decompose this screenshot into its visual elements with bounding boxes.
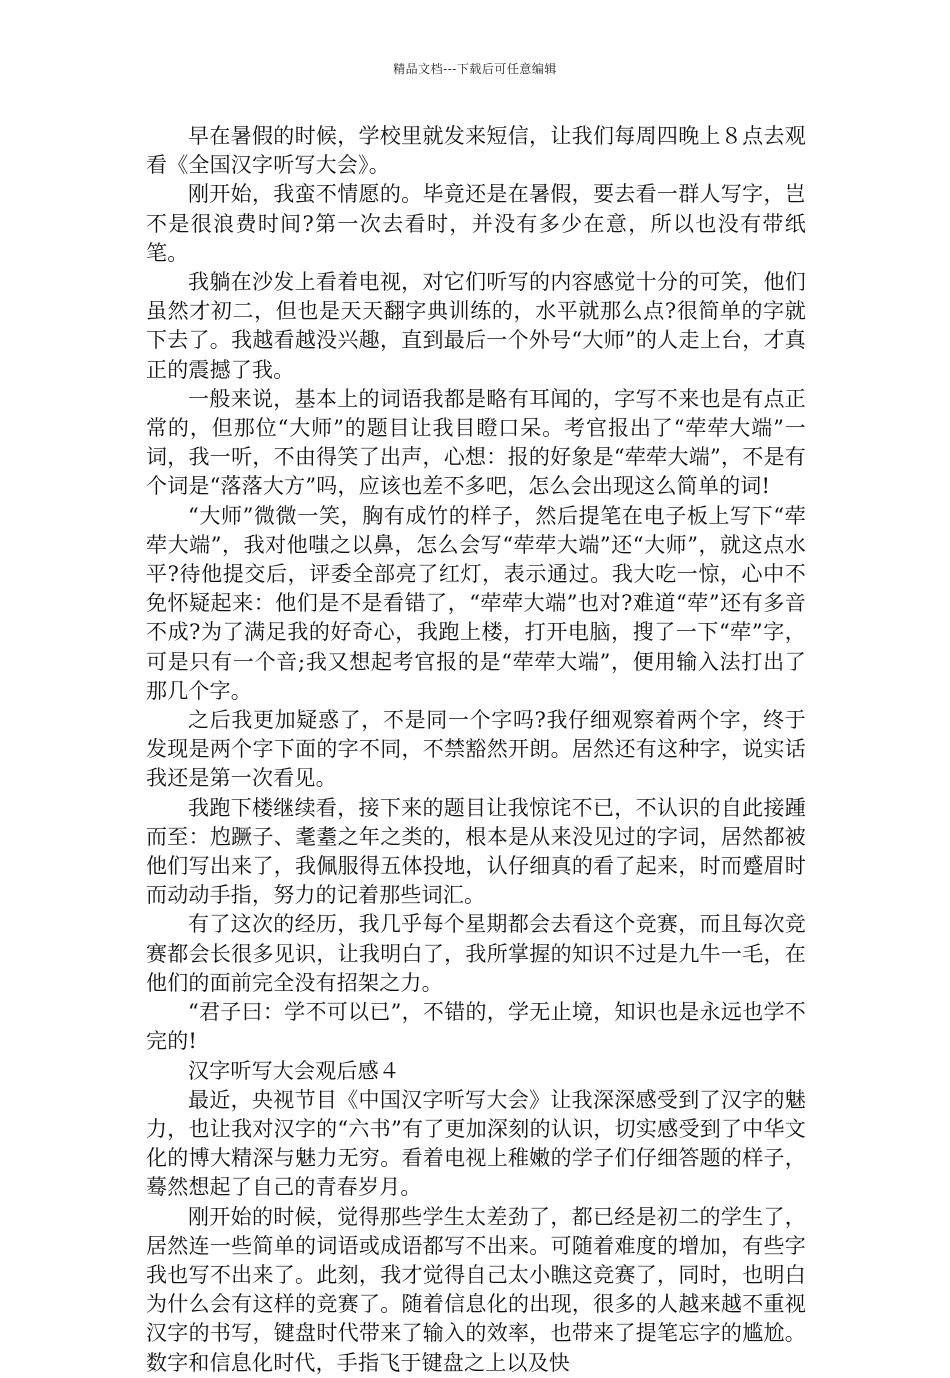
document-body bbox=[146, 122, 806, 1378]
paragraph: 刚开始的时候，觉得那些学生太差劲了，都已经是初二的学生了，居然连一些简单的词语或成语都写不出来。可随着难度的增加，有些字我也写不出来了。此刻，我才觉得自己太小瞧这竞赛了，同时，也明白为什么会有这样的竞赛了。随着信息化的出现，很多的人越来越不重视汉字的书写，键盘时代带来了输入的效率，也带来了提笔忘字的尴尬。数字和信息化时代，手指飞于键盘之上以及快 bbox=[146, 1204, 806, 1375]
paragraph: 最近，央视节目《中国汉字听写大会》让我深深感受到了汉字的魅力，也让我对汉字的“六书”有了更加深刻的认识，切实感受到了中华文化的博大精深与魅力无穷。看着电视上稚嫩的学子们仔细答题的样子，蓦然想起了自己的青春岁月。 bbox=[146, 1087, 806, 1200]
paragraph: 一般来说，基本上的词语我都是略有耳闻的，字写不来也是有点正常的，但那位“大师”的题目让我目瞪口呆。考官报出了“荦荦大端”一词，我一听，不由得笑了出声，心想：报的好象是“荦荦大端”，不是有个词是“落落大方”吗，应该也差不多吧，怎么会出现这么简单的词! bbox=[146, 386, 806, 499]
paragraph: 有了这次的经历，我几乎每个星期都会去看这个竞赛，而且每次竞赛都会长很多见识，让我明白了，我所掌握的知识不过是九牛一毛，在他们的面前完全没有招架之力。 bbox=[146, 912, 806, 995]
section-heading: 汉字听写大会观后感４ bbox=[188, 1058, 400, 1083]
paragraph: 早在暑假的时候，学校里就发来短信，让我们每周四晚上８点去观看《全国汉字听写大会》。 bbox=[146, 124, 806, 178]
paragraph: 之后我更加疑惑了，不是同一个字吗?我仔细观察着两个字，终于发现是两个字下面的字不同，不禁豁然开朗。居然还有这种字，说实话我还是第一次看见。 bbox=[146, 708, 806, 791]
paragraph: “君子曰：学不可以已”，不错的，学无止境，知识也是永远也学不完的! bbox=[146, 1000, 806, 1054]
paragraph: 我跑下楼继续看，接下来的题目让我惊诧不已，不认识的自此接踵而至：尥蹶子、耄耋之年之类的，根本是从来没见过的字词，居然都被他们写出来了，我佩服得五体投地，认仔细真的看了起来，时而蹙眉时而动动手指，努力的记着那些词汇。 bbox=[146, 795, 806, 908]
page-header: 精品文档---下载后可任意编辑 bbox=[393, 62, 557, 76]
paragraph: 刚开始，我蛮不情愿的。毕竟还是在暑假，要去看一群人写字，岂不是很浪费时间?第一次去看时，并没有多少在意，所以也没有带纸笔。 bbox=[146, 182, 806, 265]
paragraph: 我躺在沙发上看着电视，对它们听写的内容感觉十分的可笑，他们虽然才初二，但也是天天翻字典训练的，水平就那么点?很简单的字就下去了。我越看越没兴趣，直到最后一个外号“大师”的人走上台，才真正的震撼了我。 bbox=[146, 270, 806, 382]
paragraph: “大师”微微一笑，胸有成竹的样子，然后提笔在电子板上写下“荦荦大端”，我对他嗤之以鼻，怎么会写“荦荦大端”还“大师”，就这点水平?待他提交后，评委全部亮了红灯，表示通过。我大吃一惊，心中不免怀疑起来：他们是不是看错了，“荦荦大端”也对?难道“荦”还有多音不成?为了满足我的好奇心，我跑上楼，打开电脑，搜了一下“荦”字，可是只有一个音;我又想起考官报的是“荦荦大端”，便用输入法打出了那几个字。 bbox=[146, 503, 806, 703]
